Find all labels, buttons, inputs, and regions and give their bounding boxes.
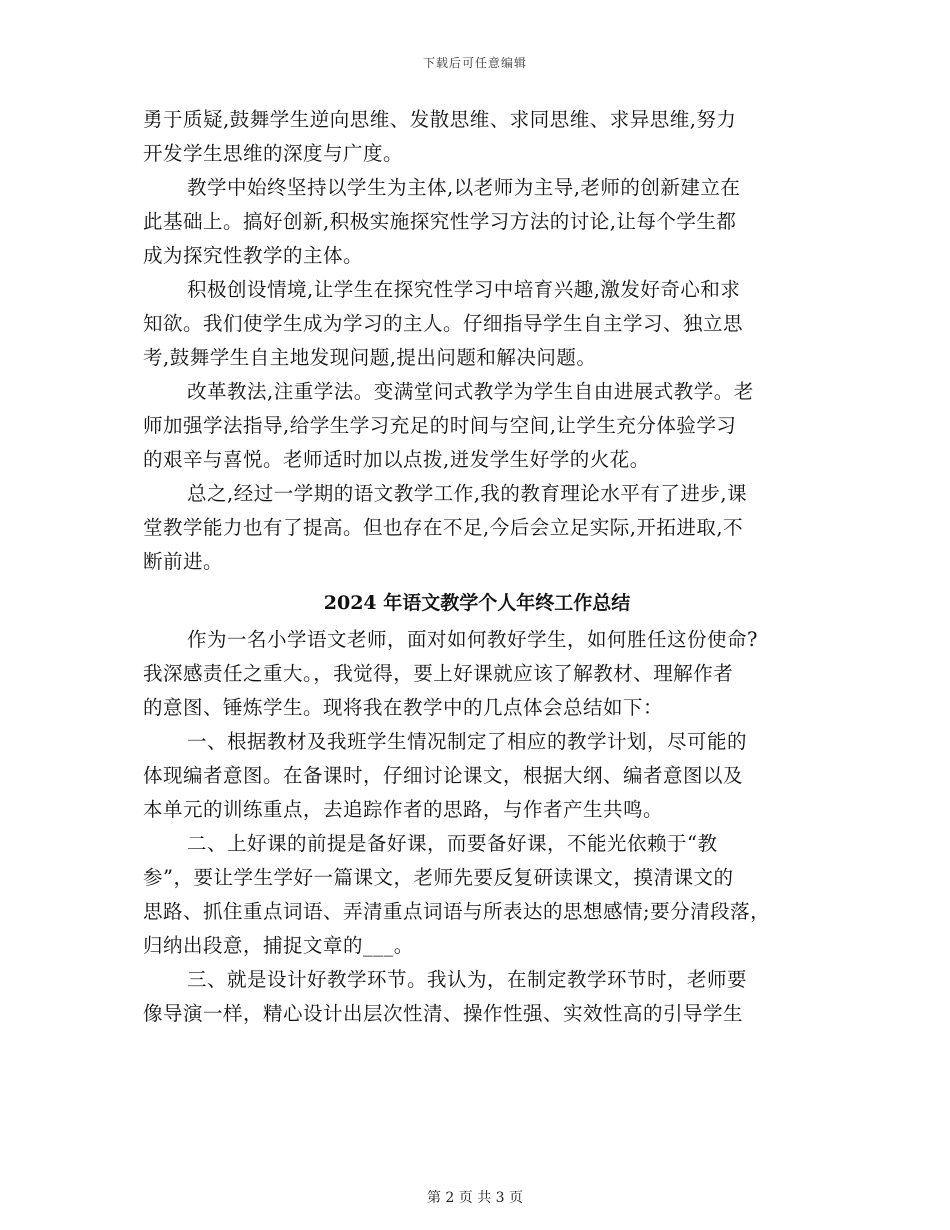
text-line: 三、就是设计好教学环节。我认为，在制定教学环节时，老师要 [187,968,748,991]
text-line: 思路、抓住重点词语、弄清重点词语与所表达的思想感情;要分清段落， [143,900,771,923]
text-line: 体现编者意图。在备课时，仔细讨论课文，根据大纲、编者意图以及 [143,764,744,787]
text-line: 我深感责任之重大。，我觉得，要上好课就应该了解教材、理解作者 [143,662,734,685]
section-previous-content [143,103,811,579]
text-line: 的艰辛与喜悦。老师适时加以点拨,迸发学生好学的火花。 [143,448,650,471]
text-line: 本单元的训练重点，去追踪作者的思路，与作者产生共鸣。 [143,798,664,821]
page-header: 下载后可任意编辑 [422,56,527,70]
text-line: 参”，要让学生学好一篇课文，老师先要反复研读课文，摸清课文的 [143,866,734,889]
text-line: 像导演一样，精心设计出层次性清、操作性强、实效性高的引导学生 [143,1002,744,1025]
paragraph [143,375,811,477]
text-line: 的意图、锤炼学生。现将我在教学中的几点体会总结如下： [143,696,664,719]
section-title: 2024 年语文教学个人年终工作总结 [323,592,631,614]
text-line: 堂教学能力也有了提高。但也存在不足,今后会立足实际,开拓进取,不 [143,516,744,539]
paragraph [143,103,811,171]
paragraph [143,827,811,963]
text-line: 教学中始终坚持以学生为主体,以老师为主导,老师的创新建立在 [187,176,741,199]
page-footer: 第 2 页 共 3 页 [426,1190,524,1206]
paragraph [143,273,811,375]
text-line: 此基础上。搞好创新,积极实施探究性学习方法的讨论,让每个学生都 [143,210,737,233]
paragraph [143,963,811,1031]
section-summary-content [143,623,811,1031]
paragraph [143,623,811,725]
text-line: 一、根据教材及我班学生情况制定了相应的教学计划，尽可能的 [187,730,748,753]
text-line: 改革教法,注重学法。变满堂问式教学为学生自由进展式教学。老 [187,380,754,403]
text-line: 二、上好课的前提是备好课，而要备好课，不能光依赖于“教 [187,832,718,855]
document-body [143,103,811,1031]
text-line: 勇于质疑,鼓舞学生逆向思维、发散思维、求同思维、求异思维,努力 [143,108,737,131]
text-line: 作为一名小学语文老师，面对如何教好学生，如何胜任这份使命? [187,628,758,651]
text-line: 知欲。我们使学生成为学习的主人。仔细指导学生自主学习、独立思 [143,312,744,335]
paragraph [143,477,811,579]
text-line: 考,鼓舞学生自主地发现问题,提出问题和解决问题。 [143,346,597,369]
text-line: 师加强学法指导,给学生学习充足的时间与空间,让学生充分体验学习 [143,414,737,437]
text-line: 断前进。 [143,550,224,573]
text-line: 总之,经过一学期的语文教学工作,我的教育理论水平有了进步,课 [187,482,748,505]
paragraph [143,725,811,827]
text-line: 开发学生思维的深度与广度。 [143,142,404,165]
text-line: 成为探究性教学的主体。 [143,244,364,267]
paragraph [143,171,811,273]
text-line: 归纳出段意，捕捉文章的___。 [143,934,414,957]
text-line: 积极创设情境,让学生在探究性学习中培育兴趣,激发好奇心和求 [187,278,741,301]
